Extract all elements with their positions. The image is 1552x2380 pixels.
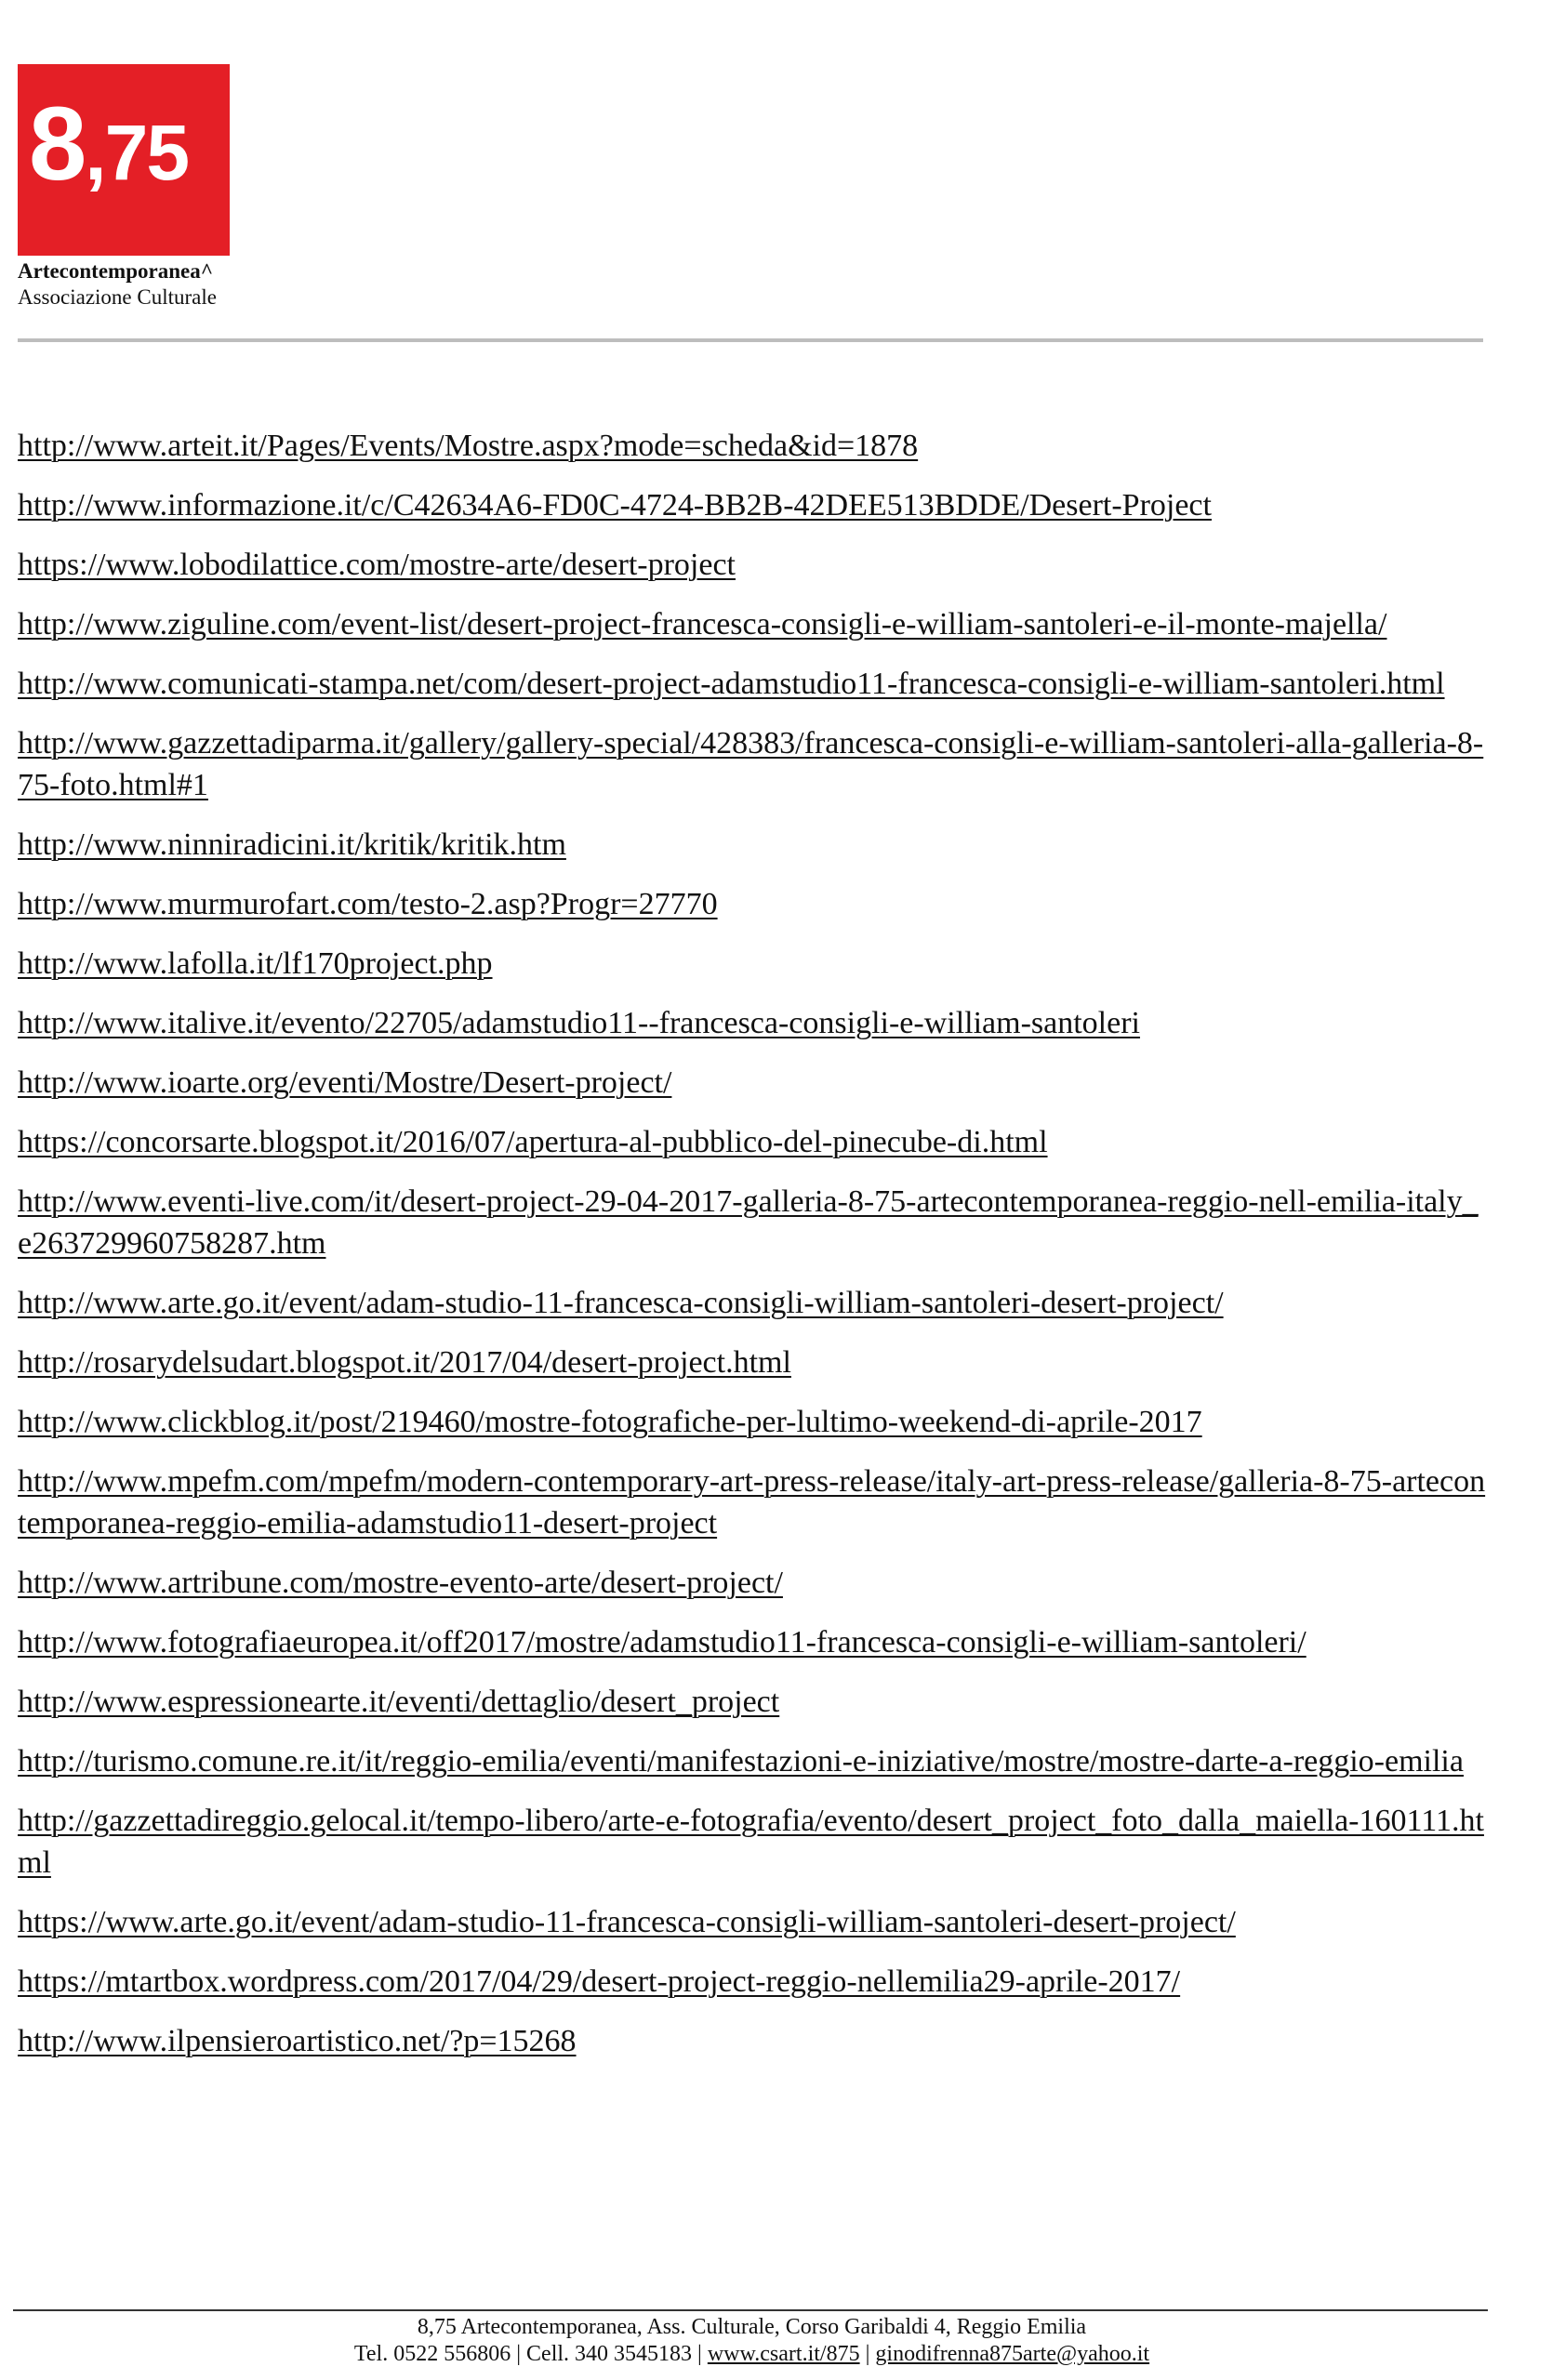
footer-separator: | xyxy=(511,2342,527,2366)
press-link[interactable]: http://www.espressionearte.it/eventi/dettaglio/desert_project xyxy=(18,1685,780,1719)
press-link[interactable]: https://mtartbox.wordpress.com/2017/04/29/desert-project-reggio-nellemilia29-aprile-2017/ xyxy=(18,1964,1181,1999)
press-link[interactable]: http://www.ioarte.org/eventi/Mostre/Desert-project/ xyxy=(18,1065,672,1100)
organization-subtitle: Associazione Culturale xyxy=(18,285,217,309)
logo-number: 8 xyxy=(29,86,86,202)
logo-text xyxy=(29,86,189,202)
press-link[interactable]: http://gazzettadireggio.gelocal.it/tempo-libero/arte-e-fotografia/evento/desert_project_foto_dalla_maiella-160111.html xyxy=(18,1804,1484,1880)
footer-email-link[interactable]: ginodifrenna875arte@yahoo.it xyxy=(875,2342,1150,2366)
logo xyxy=(18,64,230,256)
press-link[interactable]: http://www.murmurofart.com/testo-2.asp?Progr=27770 xyxy=(18,887,718,921)
press-link[interactable]: http://turismo.comune.re.it/it/reggio-emilia/eventi/manifestazioni-e-iniziative/mostre/mostre-darte-a-reggio-emilia xyxy=(18,1744,1464,1778)
press-link[interactable]: http://www.fotografiaeuropea.it/off2017/mostre/adamstudio11-francesca-consigli-e-william-santoleri/ xyxy=(18,1625,1307,1659)
press-link[interactable]: http://www.lafolla.it/lf170project.php xyxy=(18,946,493,981)
press-link[interactable]: http://www.arteit.it/Pages/Events/Mostre.aspx?mode=scheda&id=1878 xyxy=(18,429,919,463)
logo-decimal: ,75 xyxy=(85,109,189,196)
press-link[interactable]: http://rosarydelsudart.blogspot.it/2017/04/desert-project.html xyxy=(18,1345,791,1380)
press-link[interactable]: http://www.italive.it/evento/22705/adamstudio11--francesca-consigli-e-william-santoleri xyxy=(18,1006,1140,1040)
footer-phone: Tel. 0522 556806 xyxy=(353,2342,511,2366)
press-link[interactable]: http://www.clickblog.it/post/219460/mostre-fotografiche-per-lultimo-weekend-di-aprile-2017 xyxy=(18,1405,1202,1439)
press-link[interactable]: http://www.informazione.it/c/C42634A6-FD0C-4724-BB2B-42DEE513BDDE/Desert-Project xyxy=(18,488,1212,522)
press-link[interactable]: http://www.arte.go.it/event/adam-studio-11-francesca-consigli-william-santoleri-desert-project/ xyxy=(18,1286,1224,1320)
press-link[interactable]: http://www.ninniradicini.it/kritik/kritik.htm xyxy=(18,827,566,862)
press-link[interactable]: http://www.comunicati-stampa.net/com/desert-project-adamstudio11-francesca-consigli-e-william-santoleri.html xyxy=(18,667,1445,701)
press-link[interactable]: http://www.mpefm.com/mpefm/modern-contemporary-art-press-release/italy-art-press-release/galleria-8-75-artecontemporanea-reggio-emilia-adamstudio11-desert-project xyxy=(18,1464,1486,1540)
press-link[interactable]: http://www.eventi-live.com/it/desert-project-29-04-2017-galleria-8-75-artecontemporanea-reggio-nell-emilia-italy_e263729960758287.htm xyxy=(18,1184,1479,1261)
press-link[interactable]: https://www.lobodilattice.com/mostre-arte/desert-project xyxy=(18,548,736,582)
footer-address: 8,75 Artecontemporanea, Ass. Culturale, Corso Garibaldi 4, Reggio Emilia xyxy=(417,2315,1087,2339)
press-link[interactable]: http://www.ilpensieroartistico.net/?p=15268 xyxy=(18,2024,577,2058)
footer-cell: Cell. 340 3545183 xyxy=(526,2342,693,2366)
header-divider xyxy=(18,338,1483,342)
footer-divider xyxy=(13,2309,1488,2311)
footer-separator: | xyxy=(692,2342,708,2366)
press-link[interactable]: http://www.artribune.com/mostre-evento-arte/desert-project/ xyxy=(18,1566,783,1600)
press-link[interactable]: http://www.ziguline.com/event-list/desert-project-francesca-consigli-e-william-santoleri-e-il-monte-majella/ xyxy=(18,607,1387,641)
press-link[interactable]: https://concorsarte.blogspot.it/2016/07/apertura-al-pubblico-del-pinecube-di.html xyxy=(18,1125,1048,1159)
press-link[interactable]: http://www.gazzettadiparma.it/gallery/gallery-special/428383/francesca-consigli-e-william-santoleri-alla-galleria-8-75-foto.html#1 xyxy=(18,726,1484,802)
press-link-list xyxy=(18,425,1487,2080)
press-link[interactable]: https://www.arte.go.it/event/adam-studio-11-francesca-consigli-william-santoleri-desert-project/ xyxy=(18,1905,1236,1939)
organization-name: Artecontemporanea^ xyxy=(18,259,214,283)
footer-website-link[interactable]: www.csart.it/875 xyxy=(707,2342,860,2366)
footer-separator: | xyxy=(859,2342,876,2366)
footer-contacts xyxy=(0,2341,1504,2367)
